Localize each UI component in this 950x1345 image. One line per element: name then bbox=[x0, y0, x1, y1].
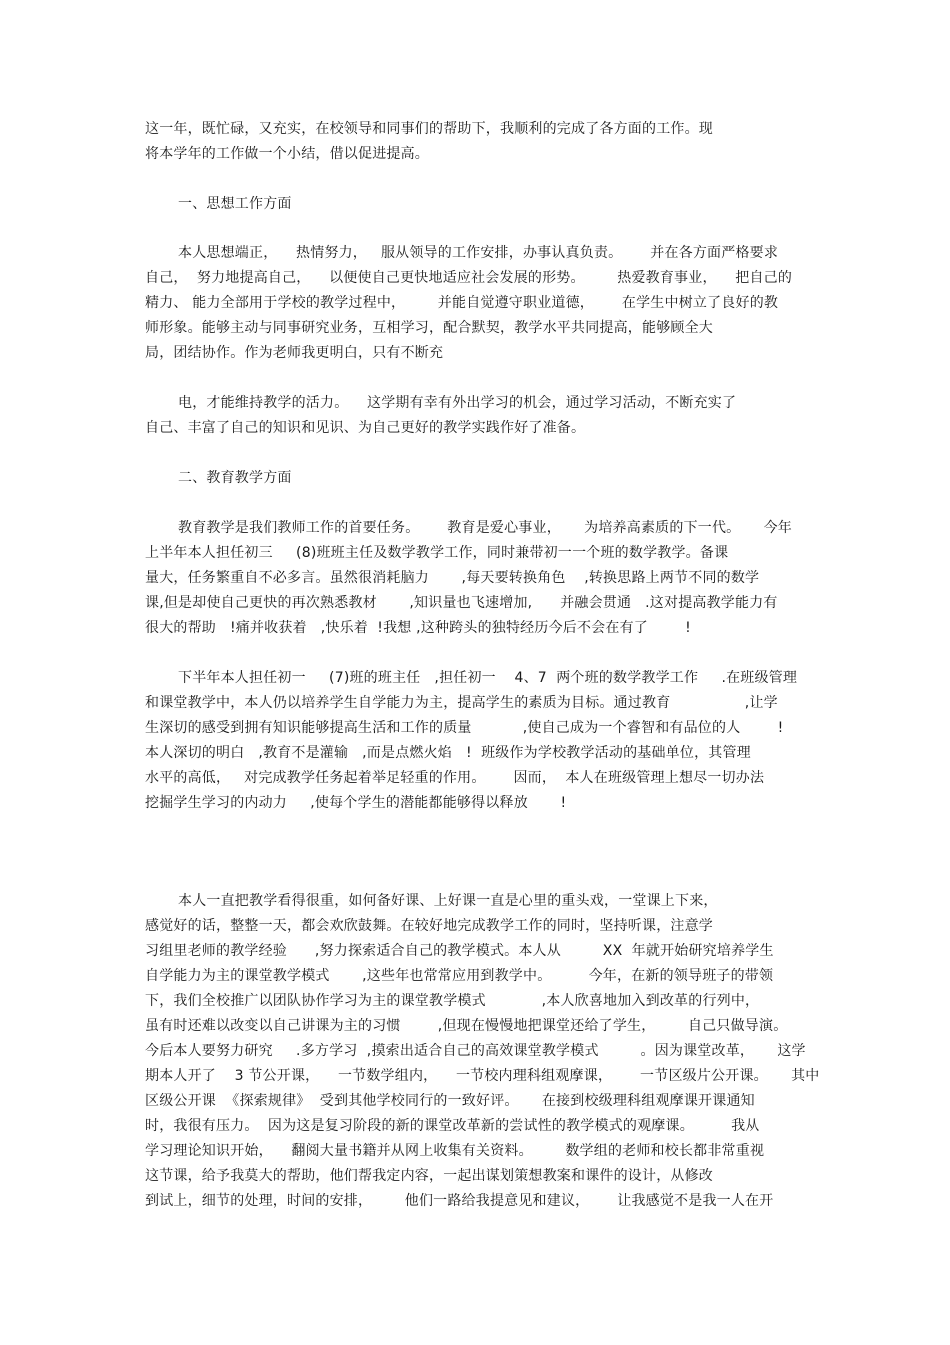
text-line: 局，团结协作。作为老师我更明白，只有不断充 bbox=[145, 345, 444, 361]
text-line: 今后本人要努力研究 .多方学习 ,摸索出适合自己的高效课堂教学模式 。因为课堂改革， 这学 bbox=[145, 1043, 806, 1059]
text-line: 水平的高低， 对完成教学任务起着举足轻重的作用。 因而， 本人在班级管理上想尽一切办法 bbox=[145, 770, 765, 786]
text-line: 自学能力为主的课堂教学模式 ,这些年也常常应用到教学中。 今年，在新的领导班子的带领 bbox=[145, 968, 774, 984]
text-line: 自己， 努力地提高自己， 以便使自己更快地适应社会发展的形势。 热爱教育事业， 把自己的 bbox=[145, 270, 793, 286]
text-line: 到试上，细节的处理，时间的安排， 他们一路给我提意见和建议， 让我感觉不是我一人在开 bbox=[145, 1193, 774, 1209]
text-line: 这一年，既忙碌，又充实，在校领导和同事们的帮助下，我顺利的完成了各方面的工作。现 bbox=[145, 121, 713, 137]
text-line: 上半年本人担任初三 (8)班班主任及数学教学工作，同时兼带初一一个班的数学教学。备课 bbox=[145, 545, 729, 561]
text-line: 量大，任务繁重自不必多言。虽然很消耗脑力 ,每天要转换角色 ,转换思路上两节不同的数学 bbox=[145, 570, 760, 586]
text-line: 这节课，给予我莫大的帮助，他们帮我定内容，一起出谋划策想教案和课件的设计，从修改 bbox=[145, 1168, 713, 1184]
text-line: 电，才能维持教学的活力。 这学期有幸有外出学习的机会，通过学习活动，不断充实了 bbox=[178, 395, 737, 411]
text-line: 本人思想端正， 热情努力， 服从领导的工作安排，办事认真负责。 并在各方面严格要求 bbox=[178, 245, 779, 261]
text-line: 自己、丰富了自己的知识和见识、为自己更好的教学实践作好了准备。 bbox=[145, 420, 586, 436]
text-line: 挖掘学生学习的内动力 ,使每个学生的潜能都能够得以释放 ! bbox=[145, 795, 567, 811]
text-line: 下半年本人担任初一 (7)班的班主任 ,担任初一 4、7 两个班的数学教学工作 .在班级管理 bbox=[178, 670, 798, 686]
text-line: 将本学年的工作做一个小结，借以促进提高。 bbox=[145, 146, 429, 162]
text-line: 和课堂教学中，本人仍以培养学生自学能力为主，提高学生的素质为目标。通过教育 ,让学 bbox=[145, 695, 778, 711]
text-line: 区级公开课 《探索规律》 受到其他学校同行的一致好评。 在接到校级理科组观摩课开课通知 bbox=[145, 1093, 755, 1109]
section-heading: 二、教育教学方面 bbox=[178, 470, 292, 486]
text-line: 精力、 能力全部用于学校的教学过程中， 并能自觉遵守职业道德， 在学生中树立了良好的教 bbox=[145, 295, 779, 311]
section-heading: 一、思想工作方面 bbox=[178, 196, 292, 212]
text-line: 虽有时还难以改变以自己讲课为主的习惯 ,但现在慢慢地把课堂还给了学生， 自己只做导演。 bbox=[145, 1018, 788, 1034]
text-line: 时，我很有压力。 因为这是复习阶段的新的课堂改革新的尝试性的教学模式的观摩课。 我从 bbox=[145, 1118, 760, 1134]
text-line: 本人深切的明白 ,教育不是灌输 ,而是点燃火焰 ! 班级作为学校教学活动的基础单位，其管理 bbox=[145, 745, 751, 761]
text-line: 期本人开了 3 节公开课， 一节数学组内， 一节校内理科组观摩课， 一节区级片公开课。 其中 bbox=[145, 1068, 820, 1084]
text-line: 本人一直把教学看得很重，如何备好课、上好课一直是心里的重头戏，一堂课上下来， bbox=[178, 893, 718, 909]
text-line: 课,但是却使自己更快的再次熟悉教材 ,知识量也飞速增加, 并融会贯通 .这对提高教学能力有 bbox=[145, 595, 778, 611]
text-line: 教育教学是我们教师工作的首要任务。 教育是爱心事业， 为培养高素质的下一代。 今年 bbox=[178, 520, 793, 536]
text-line: 学习理论知识开始， 翻阅大量书籍并从网上收集有关资料。 数学组的老师和校长都非常重视 bbox=[145, 1143, 765, 1159]
text-line: 习组里老师的教学经验 ,努力探索适合自己的教学模式。本人从 XX 年就开始研究培养学生 bbox=[145, 943, 774, 959]
text-line: 师形象。能够主动与同事研究业务，互相学习，配合默契，教学水平共同提高，能够顾全大 bbox=[145, 320, 713, 336]
text-line: 生深切的感受到拥有知识能够提高生活和工作的质量 ,使自己成为一个睿智和有品位的人 ! bbox=[145, 720, 784, 736]
text-line: 很大的帮助 !痛并收获着 ,快乐着 !我想 ,这种跨头的独特经历今后不会在有了 ! bbox=[145, 620, 691, 636]
text-line: 下，我们全校推广以团队协作学习为主的课堂教学模式 ,本人欣喜地加入到改革的行列中， bbox=[145, 993, 760, 1009]
text-line: 感觉好的话，整整一天，都会欢欣鼓舞。在较好地完成教学工作的同时，坚持听课，注意学 bbox=[145, 918, 713, 934]
